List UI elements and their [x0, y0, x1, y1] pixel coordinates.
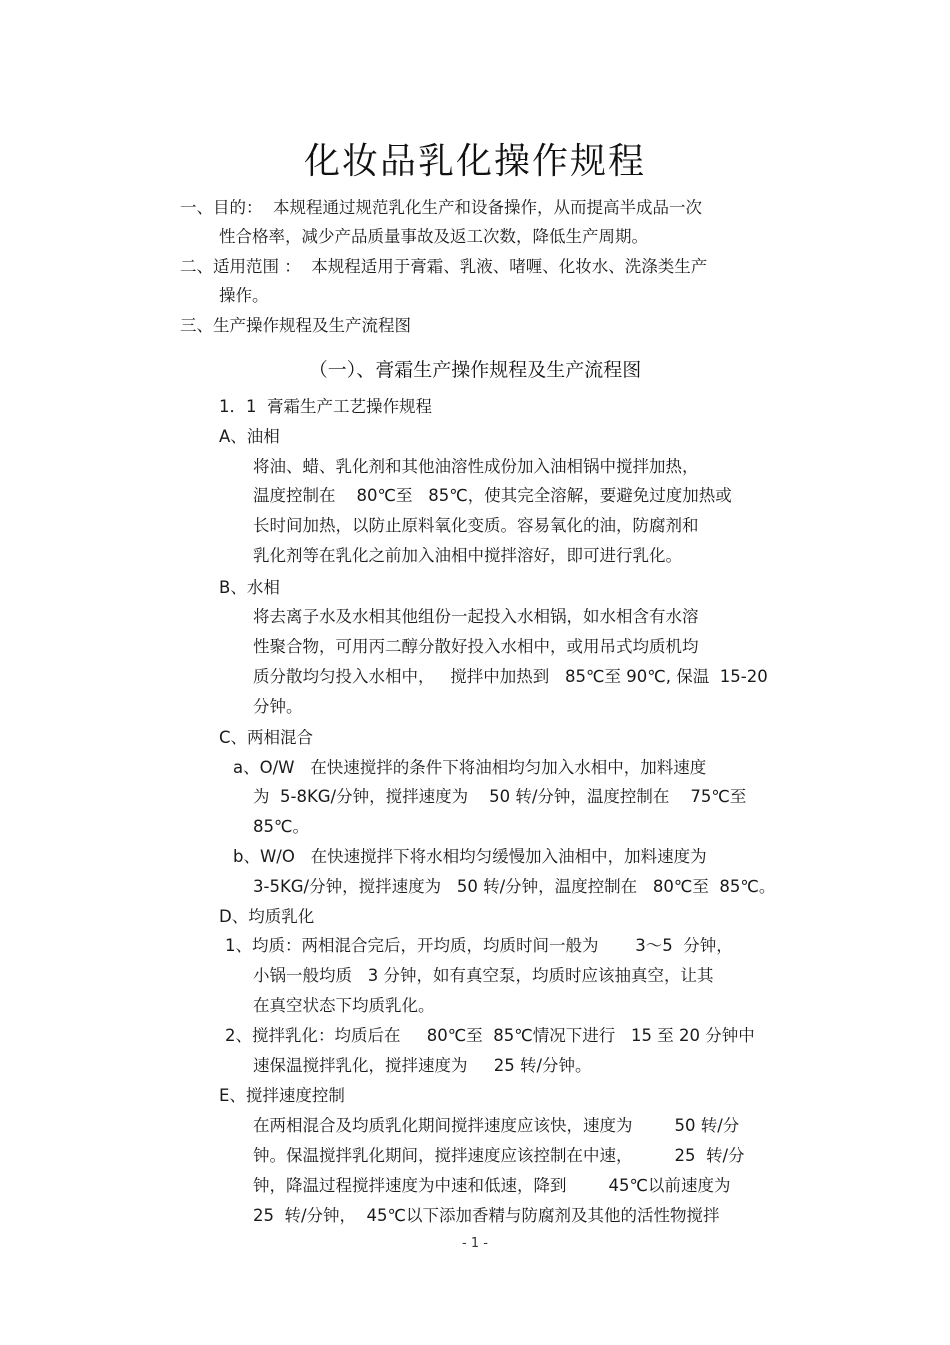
text-line: 将油、蜡、乳化剂和其他油溶性成份加入油相锅中搅拌加热，: [253, 457, 699, 476]
text-line: 温度控制在 80℃至 85℃，使其完全溶解，要避免过度加热或: [253, 486, 732, 505]
document-title: 化妆品乳化操作规程: [303, 141, 646, 182]
text-line: 一、目的： 本规程通过规范乳化生产和设备操作，从而提高半成品一次: [180, 198, 702, 217]
text-line: 1．1 膏霜生产工艺操作规程: [219, 397, 432, 416]
text-line: 2、搅拌乳化：均质后在 80℃至 85℃情况下进行 15 至 20 分钟中: [225, 1026, 755, 1045]
text-line: 质分散均匀投入水相中， 搅拌中加热到 85℃至 90℃, 保温 15-20: [253, 667, 768, 686]
text-line: 85℃。: [253, 817, 310, 836]
text-line: C、两相混合: [219, 728, 314, 747]
text-line: 二、适用范围 ： 本规程适用于膏霜、乳液、啫喱、化妆水、洗涤类生产: [180, 257, 708, 276]
text-line: 速保温搅拌乳化，搅拌速度为 25 转/分钟。: [253, 1056, 592, 1075]
text-line: 在真空状态下均质乳化。: [253, 996, 435, 1015]
text-line: 性合格率，减少产品质量事故及返工次数，降低生产周期。: [219, 227, 648, 246]
text-line: 钟，降温过程搅拌速度为中速和低速，降到 45℃以前速度为: [253, 1176, 731, 1195]
text-line: 性聚合物，可用丙二醇分散好投入水相中，或用吊式均质机均: [253, 637, 699, 656]
text-line: E、搅拌速度控制: [219, 1086, 345, 1105]
text-line: A、油相: [219, 427, 280, 446]
text-line: 长时间加热，以防止原料氧化变质。容易氧化的油，防腐剂和: [253, 516, 699, 535]
text-line: B、水相: [219, 578, 280, 597]
text-line: a、O/W 在快速搅拌的条件下将油相均匀加入水相中，加料速度: [233, 758, 707, 777]
text-line: 3-5KG/分钟，搅拌速度为 50 转/分钟，温度控制在 80℃至 85℃。: [253, 877, 776, 896]
text-line: 钟。保温搅拌乳化期间，搅拌速度应该控制在中速， 25 转/分: [253, 1146, 745, 1165]
text-line: b、W/O 在快速搅拌下将水相均匀缓慢加入油相中，加料速度为: [233, 847, 707, 866]
text-line: 25 转/分钟， 45℃以下添加香精与防腐剂及其他的活性物搅拌: [253, 1206, 720, 1225]
text-line: 为 5-8KG/分钟，搅拌速度为 50 转/分钟，温度控制在 75℃至: [253, 787, 747, 806]
text-line: 小锅一般均质 3 分钟，如有真空泵，均质时应该抽真空，让其: [253, 966, 714, 985]
text-line: 1、均质：两相混合完后，开均质，均质时间一般为 3～5 分钟，: [225, 936, 733, 955]
text-line: 操作。: [219, 286, 269, 305]
text-line: 在两相混合及均质乳化期间搅拌速度应该快，速度为 50 转/分: [253, 1116, 740, 1135]
text-line: D、均质乳化: [219, 907, 315, 926]
page-number: - 1 -: [462, 1236, 488, 1251]
text-line: 乳化剂等在乳化之前加入油相中搅拌溶好，即可进行乳化。: [253, 546, 682, 565]
text-line: 三、生产操作规程及生产流程图: [180, 316, 411, 335]
text-line: 将去离子水及水相其他组份一起投入水相锅，如水相含有水溶: [253, 607, 699, 626]
text-line: 分钟。: [253, 697, 303, 716]
section-heading: （一）、膏霜生产操作规程及生产流程图: [308, 359, 642, 381]
